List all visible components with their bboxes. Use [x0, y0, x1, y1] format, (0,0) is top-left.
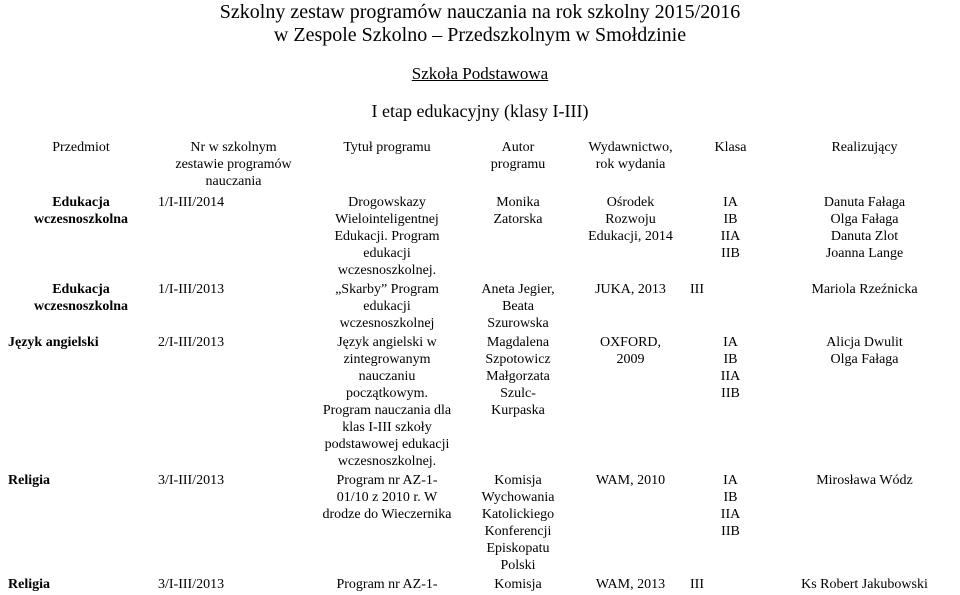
subject-cell-line: Język angielski — [8, 335, 99, 350]
author-cell-line: Kurpaska — [491, 403, 545, 418]
teacher-cell-line: Mariola Rzeźnicka — [811, 282, 918, 297]
column-header-autor — [463, 139, 573, 194]
program-title-cell-line: Program nr AZ-1- — [336, 473, 438, 488]
class-cell-line: III — [690, 577, 704, 592]
class-cell-line: IB — [723, 212, 738, 227]
author-cell-line: Konferencji — [484, 524, 552, 539]
publisher-cell-line: 2009 — [616, 352, 645, 367]
class-cell-line: IIB — [721, 386, 740, 401]
teacher-cell-line: Danuta Fałaga — [823, 195, 906, 210]
program-number-cell-line: 3/I-III/2013 — [158, 473, 225, 488]
teacher-cell-line: Olga Fałaga — [830, 352, 899, 367]
program-title-cell — [311, 281, 463, 334]
program-title-cell-line: Język angielski w — [337, 335, 437, 350]
subject-cell-line: Edukacja — [52, 195, 110, 210]
author-cell-line: Monika — [496, 195, 540, 210]
program-title-cell-line: wczesnoszkolnej — [339, 316, 435, 331]
program-title-cell — [311, 334, 463, 472]
author-cell — [463, 472, 573, 576]
program-title-cell-line: początkowym. — [345, 386, 429, 401]
table-row — [6, 334, 956, 472]
teacher-cell-line: Alicja Dwulit — [826, 335, 903, 350]
program-title-cell-line: „Skarby” Program — [335, 282, 439, 297]
education-stage: I etap edukacyjny (klasy I-III) — [371, 101, 589, 121]
publisher-cell — [573, 281, 688, 334]
author-cell-line: Zatorska — [493, 212, 543, 227]
program-number-cell — [156, 281, 311, 334]
publisher-cell-line: JUKA, 2013 — [595, 282, 666, 297]
subject-cell-line: Religia — [8, 577, 50, 592]
program-title-cell-line: Program nauczania dla — [322, 403, 452, 418]
class-cell-line: IIB — [721, 524, 740, 539]
author-cell-line: Szulc- — [500, 386, 536, 401]
header-text-line: programu — [490, 157, 546, 172]
column-header-wydawnictwo — [573, 139, 688, 194]
program-title-cell-line: nauczaniu — [358, 369, 416, 384]
author-cell-line: Episkopatu — [486, 541, 550, 556]
header-text-line: zestawie programów — [175, 157, 292, 172]
class-cell — [688, 334, 773, 472]
school-name: Szkoła Podstawowa — [411, 64, 549, 83]
column-header-klasa — [688, 139, 773, 194]
program-number-cell — [156, 576, 311, 595]
class-cell-line: IB — [723, 490, 738, 505]
author-cell-line: Aneta Jegier, — [481, 282, 555, 297]
subject-cell-line: wczesnoszkolna — [33, 212, 129, 227]
column-header-tytul — [311, 139, 463, 194]
program-title-cell-line: Edukacji. Program — [334, 229, 440, 244]
publisher-cell-line: OXFORD, — [599, 335, 662, 350]
author-cell-line: Katolickiego — [481, 507, 555, 522]
teacher-cell-line: Ks Robert Jakubowski — [801, 577, 928, 592]
teacher-cell — [773, 194, 956, 281]
program-title-cell-line: zintegrowanym — [343, 352, 431, 367]
program-number-cell — [156, 194, 311, 281]
author-cell — [463, 194, 573, 281]
header-text-line: nauczania — [205, 174, 262, 189]
program-title-cell-line: Program nr AZ-1- — [336, 577, 438, 592]
teacher-cell-line: Mirosława Wódz — [816, 473, 913, 488]
publisher-cell-line: WAM, 2013 — [595, 577, 666, 592]
program-title-cell-line: wczesnoszkolnej. — [337, 263, 437, 278]
teacher-cell — [773, 472, 956, 576]
publisher-cell-line: Rozwoju — [605, 212, 656, 227]
author-cell-line: Małgorzata — [486, 369, 550, 384]
column-header-realizujacy — [773, 139, 956, 194]
class-cell-line: III — [690, 282, 704, 297]
program-number-cell-line: 1/I-III/2013 — [158, 282, 225, 297]
class-cell — [688, 281, 773, 334]
program-number-cell-line: 2/I-III/2013 — [158, 335, 225, 350]
class-cell — [688, 576, 773, 595]
header-text-line: Przedmiot — [52, 140, 110, 155]
program-title-cell-line: klas I-III szkoły — [342, 420, 432, 435]
author-cell-line: Komisja — [494, 577, 542, 592]
header-text-line: rok wydania — [595, 157, 666, 172]
header-text-line: Autor — [501, 140, 535, 155]
program-title-cell-line: podstawowej edukacji — [324, 437, 450, 452]
publisher-cell — [573, 334, 688, 472]
table-header-row — [6, 139, 956, 194]
subject-cell — [6, 472, 156, 576]
header-text-line: Wydawnictwo, — [588, 140, 673, 155]
program-number-cell — [156, 472, 311, 576]
subject-cell-line: Religia — [8, 473, 50, 488]
class-cell-line: IIA — [720, 229, 741, 244]
teacher-cell-line: Danuta Zlot — [830, 229, 899, 244]
class-cell — [688, 472, 773, 576]
publisher-cell — [573, 194, 688, 281]
program-table — [6, 139, 956, 595]
program-title-cell-line: edukacji — [363, 246, 411, 261]
class-cell-line: IA — [723, 473, 738, 488]
class-cell-line: IB — [723, 352, 738, 367]
document-title-line-2: w Zespole Szkolno – Przedszkolnym w Smołdzinie — [273, 24, 687, 46]
subject-cell — [6, 576, 156, 595]
class-cell-line: IIA — [720, 507, 741, 522]
publisher-cell — [573, 576, 688, 595]
subject-cell — [6, 281, 156, 334]
author-cell — [463, 576, 573, 595]
publisher-cell-line: Ośrodek — [606, 195, 655, 210]
program-title-cell — [311, 194, 463, 281]
class-cell-line: IA — [723, 195, 738, 210]
author-cell — [463, 281, 573, 334]
program-title-cell-line: Wielointeligentnej — [335, 212, 439, 227]
author-cell-line: Szpotowicz — [485, 352, 551, 367]
program-number-cell — [156, 334, 311, 472]
class-cell — [688, 194, 773, 281]
publisher-cell — [573, 472, 688, 576]
program-title-cell-line: edukacji — [363, 299, 411, 314]
subject-cell-line: Edukacja — [52, 282, 110, 297]
author-cell-line: Beata — [502, 299, 534, 314]
program-number-cell-line: 3/I-III/2013 — [158, 577, 225, 592]
class-cell-line: IIA — [720, 369, 741, 384]
document-title-line-1: Szkolny zestaw programów nauczania na rok szkolny 2015/2016 — [219, 1, 741, 23]
header-text-line: Tytuł programu — [343, 140, 431, 155]
program-title-cell-line: drodze do Wieczernika — [322, 507, 452, 522]
program-title-cell — [311, 472, 463, 576]
publisher-cell-line: WAM, 2010 — [595, 473, 666, 488]
column-header-nr — [156, 139, 311, 194]
table-row — [6, 194, 956, 281]
column-header-przedmiot — [6, 139, 156, 194]
table-row — [6, 281, 956, 334]
subject-cell-line: wczesnoszkolna — [33, 299, 129, 314]
teacher-cell-line: Olga Fałaga — [830, 212, 899, 227]
teacher-cell — [773, 576, 956, 595]
author-cell — [463, 334, 573, 472]
author-cell-line: Wychowania — [481, 490, 555, 505]
program-title-cell-line: Drogowskazy — [348, 195, 426, 210]
program-title-cell-line: wczesnoszkolnej. — [337, 454, 437, 469]
class-cell-line: IA — [723, 335, 738, 350]
subject-cell — [6, 194, 156, 281]
teacher-cell — [773, 334, 956, 472]
header-text-line: Realizujący — [831, 140, 898, 155]
program-number-cell-line: 1/I-III/2014 — [158, 195, 225, 210]
table-row — [6, 576, 956, 595]
author-cell-line: Komisja — [494, 473, 542, 488]
program-title-cell — [311, 576, 463, 595]
author-cell-line: Szurowska — [487, 316, 549, 331]
program-title-cell-line: 01/10 z 2010 r. W — [336, 490, 438, 505]
class-cell-line: IIB — [721, 246, 740, 261]
publisher-cell-line: Edukacji, 2014 — [588, 229, 673, 244]
author-cell-line: Magdalena — [486, 335, 550, 350]
subject-cell — [6, 334, 156, 472]
header-text-line: Nr w szkolnym — [190, 140, 277, 155]
teacher-cell — [773, 281, 956, 334]
teacher-cell-line: Joanna Lange — [825, 246, 904, 261]
table-row — [6, 472, 956, 576]
author-cell-line: Polski — [500, 558, 536, 573]
header-text-line: Klasa — [714, 140, 747, 155]
